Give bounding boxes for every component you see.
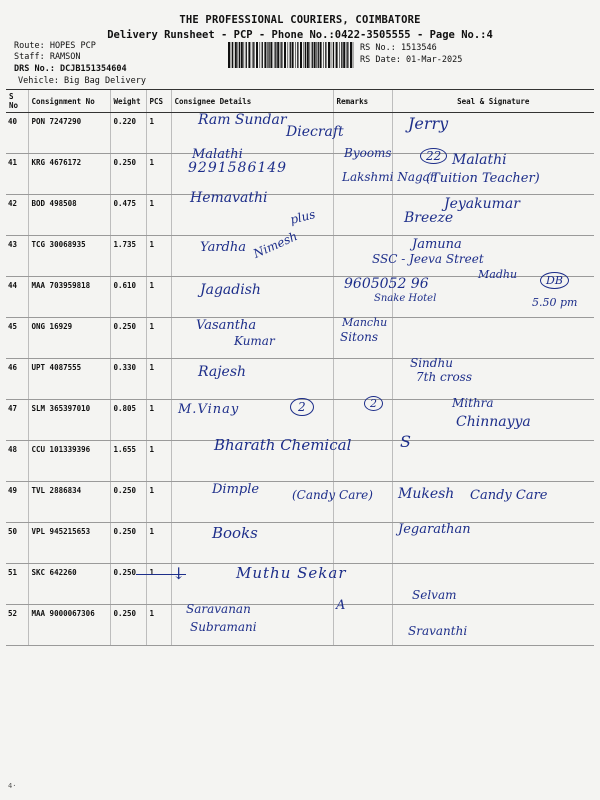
hw-r43-name: Yardha — [200, 240, 246, 255]
cell-sno: 48 — [6, 441, 28, 482]
hw-r44-extra: Snake Hotel — [374, 293, 437, 304]
barcode-bar — [280, 42, 281, 68]
barcode-bar — [231, 42, 232, 68]
barcode-bar — [232, 42, 233, 68]
hw-r51-arrow: ↓ — [172, 564, 186, 583]
cell-weight: 1.735 — [110, 236, 146, 277]
barcode-bar — [277, 42, 279, 68]
table-row — [6, 605, 594, 646]
hw-r44-name: Jagadish — [200, 282, 261, 298]
hw-r43-extra2: plus — [288, 207, 317, 227]
barcode-bar — [235, 42, 237, 68]
cell-sno: 41 — [6, 154, 28, 195]
cell-weight: 0.250 — [110, 154, 146, 195]
cell-weight: 0.250 — [110, 523, 146, 564]
cell-consignment: PON 7247290 — [28, 113, 110, 154]
cell-pcs: 1 — [146, 441, 171, 482]
barcode-bar — [325, 42, 326, 68]
barcode-bar — [290, 42, 291, 68]
cell-sno: 42 — [6, 195, 28, 236]
col-header-pcs: PCS — [146, 90, 171, 113]
hw-r48-name: Bharath Chemical — [214, 436, 352, 454]
cell-consignment: VPL 945215653 — [28, 523, 110, 564]
barcode-bar — [318, 42, 319, 68]
hw-r45-name: Vasantha — [196, 318, 257, 333]
barcode-bar — [292, 42, 294, 68]
cell-consignment: MAA 703959818 — [28, 277, 110, 318]
cell-consignment: KRG 4676172 — [28, 154, 110, 195]
col-header-weight: Weight — [110, 90, 146, 113]
hw-r45-remark: Manchu — [342, 316, 388, 329]
barcode-bar — [347, 42, 348, 68]
barcode-bar — [270, 42, 272, 68]
barcode-bar — [238, 42, 239, 68]
cell-pcs: 1 — [146, 523, 171, 564]
barcode-bar — [264, 42, 266, 68]
cell-consignment: TVL 2886834 — [28, 482, 110, 523]
cell-weight: 0.250 — [110, 605, 146, 646]
hw-r41-remark: Byooms — [344, 146, 392, 160]
cell-sno: 46 — [6, 359, 28, 400]
cell-remarks — [333, 195, 392, 236]
barcode-bar — [284, 42, 286, 68]
barcode-bar — [310, 42, 311, 68]
barcode-bar — [288, 42, 289, 68]
cell-weight: 0.805 — [110, 400, 146, 441]
vehicle-label: Vehicle: Big Bag Delivery — [18, 76, 146, 86]
cell-consignment: ONG 16929 — [28, 318, 110, 359]
document-subtitle: Delivery Runsheet - PCP - Phone No.:0422-3505555 - Page No.:4 — [107, 29, 493, 41]
hw-r52-extra: A — [336, 598, 346, 613]
cell-sno: 51 — [6, 564, 28, 605]
hw-r52-name: Saravanan — [186, 602, 251, 616]
hw-r44-phone: 9605052 96 — [344, 276, 429, 292]
barcode-bar — [295, 42, 296, 68]
barcode-bar — [260, 42, 261, 68]
barcode-bar — [262, 42, 263, 68]
hw-r47-circle: 2 — [290, 398, 314, 416]
barcode-bar — [228, 42, 230, 68]
hw-r45-remark2: Sitons — [340, 330, 378, 344]
cell-seal — [392, 441, 594, 482]
cell-weight: 0.475 — [110, 195, 146, 236]
hw-r44-time: 5.50 pm — [532, 296, 578, 309]
cell-weight: 0.610 — [110, 277, 146, 318]
hw-r51-name: Muthu Sekar — [236, 564, 347, 582]
cell-sno: 44 — [6, 277, 28, 318]
cell-pcs: 1 — [146, 195, 171, 236]
cell-pcs: 1 — [146, 400, 171, 441]
hw-r46-name: Rajesh — [198, 364, 247, 380]
barcode-bar — [305, 42, 306, 68]
table-row — [6, 359, 594, 400]
cell-pcs: 1 — [146, 113, 171, 154]
cell-pcs: 1 — [146, 236, 171, 277]
barcode-bar — [350, 42, 352, 68]
barcode-bar — [253, 42, 254, 68]
col-header-sno: S No — [6, 90, 28, 113]
barcode-bar — [307, 42, 309, 68]
hw-r45-name2: Kumar — [234, 334, 275, 348]
cell-sno: 50 — [6, 523, 28, 564]
barcode-bar — [268, 42, 269, 68]
drs-number: DRS No.: DCJB151354604 — [14, 64, 127, 74]
hw-r49-name: Dimple — [212, 482, 260, 497]
hw-r47-sign: Mithra — [452, 396, 494, 410]
cell-sno: 43 — [6, 236, 28, 277]
cell-consignment: CCU 101339396 — [28, 441, 110, 482]
cell-sno: 45 — [6, 318, 28, 359]
cell-consignment: MAA 9000067306 — [28, 605, 110, 646]
cell-consignment: TCG 30068935 — [28, 236, 110, 277]
hw-r43-sign2: SSC - Jeeva Street — [372, 252, 484, 266]
cell-remarks — [333, 400, 392, 441]
cell-weight: 0.250 — [110, 318, 146, 359]
cell-pcs: 1 — [146, 318, 171, 359]
table-row — [6, 523, 594, 564]
barcode-bar — [341, 42, 342, 68]
hw-r52-sign2: Sravanthi — [408, 624, 468, 638]
barcode-bar — [314, 42, 316, 68]
hw-r52-name2: Subramani — [190, 620, 257, 634]
barcode-bar — [267, 42, 268, 68]
barcode — [228, 42, 354, 68]
rs-date: RS Date: 01-Mar-2025 — [360, 55, 463, 65]
barcode-bar — [312, 42, 313, 68]
hw-r40-name: Ram Sundar — [198, 112, 287, 128]
cell-sno: 47 — [6, 400, 28, 441]
barcode-bar — [248, 42, 250, 68]
col-header-seal: Seal & Signature — [392, 90, 594, 113]
barcode-bar — [241, 42, 243, 68]
barcode-bar — [346, 42, 347, 68]
hw-r42-sign: Jeyakumar — [444, 196, 520, 212]
col-header-remarks: Remarks — [333, 90, 392, 113]
document-title: THE PROFESSIONAL COURIERS, COIMBATORE — [179, 14, 421, 26]
cell-seal — [392, 318, 594, 359]
cell-consignment: UPT 4087555 — [28, 359, 110, 400]
cell-weight: 1.655 — [110, 441, 146, 482]
barcode-bar — [323, 42, 324, 68]
cell-pcs: 1 — [146, 277, 171, 318]
hw-r41-remark2: Lakshmi Nagar — [342, 170, 436, 184]
cell-weight: 0.330 — [110, 359, 146, 400]
barcode-bar — [300, 42, 302, 68]
table-row — [6, 318, 594, 359]
cell-pcs: 1 — [146, 359, 171, 400]
rs-number: RS No.: 1513546 — [360, 43, 437, 53]
barcode-bar — [256, 42, 258, 68]
cell-pcs: 1 — [146, 154, 171, 195]
hw-r47-name: M.Vinay — [178, 402, 240, 417]
cell-consignment: SKC 642260 — [28, 564, 110, 605]
cell-consignee — [171, 236, 333, 277]
cell-remarks — [333, 523, 392, 564]
hw-r47-sign2: Chinnayya — [456, 414, 531, 430]
hw-r44-circle: DB — [540, 272, 569, 289]
barcode-bar — [339, 42, 340, 68]
table-header-row — [6, 90, 594, 113]
cell-sno: 52 — [6, 605, 28, 646]
hw-r40-sign: Jerry — [408, 114, 449, 133]
cell-consignment: BOD 498508 — [28, 195, 110, 236]
hw-r40-extra: Diecraft — [286, 124, 344, 140]
barcode-bar — [297, 42, 298, 68]
hw-r49-extra: (Candy Care) — [292, 488, 373, 502]
barcode-bar — [316, 42, 317, 68]
hw-r46-sign2: 7th cross — [416, 370, 472, 384]
hw-r41-phone: 9291586149 — [188, 160, 288, 176]
cell-sno: 40 — [6, 113, 28, 154]
staff-label: Staff: RAMSON — [14, 52, 81, 62]
hw-r41-sign: Malathi — [452, 152, 507, 168]
barcode-bar — [336, 42, 338, 68]
hw-r49-sign2: Candy Care — [470, 488, 548, 503]
cell-pcs: 1 — [146, 482, 171, 523]
hw-r41-circle: 22 — [420, 148, 447, 164]
hw-r50-name: Books — [212, 524, 258, 542]
hw-r41-sign2: (Tuition Teacher) — [426, 171, 540, 186]
cell-consignee — [171, 359, 333, 400]
hw-r43-sign: Jamuna — [412, 237, 462, 252]
hw-r44-sign: Madhu — [478, 268, 518, 281]
page-corner-mark: 4· — [8, 782, 17, 790]
barcode-bar — [331, 42, 332, 68]
hw-r42-name: Hemavathi — [190, 190, 268, 206]
barcode-bar — [281, 42, 282, 68]
col-header-consignment: Consignment No — [28, 90, 110, 113]
cell-pcs: 1 — [146, 605, 171, 646]
hw-r50-sign: Jegarathan — [398, 522, 471, 537]
hw-r48-mark: S — [400, 432, 411, 451]
barcode-bar — [333, 42, 334, 68]
barcode-bar — [343, 42, 345, 68]
barcode-bar — [320, 42, 322, 68]
cell-consignment: SLM 365397010 — [28, 400, 110, 441]
hw-r43-extra: Nimesh — [251, 229, 300, 261]
barcode-bar — [353, 42, 354, 68]
hw-r47-remark-circle: 2 — [364, 396, 383, 411]
barcode-bar — [304, 42, 305, 68]
hw-r46-sign: Sindhu — [410, 356, 453, 370]
col-header-consignee: Consignee Details — [171, 90, 333, 113]
hw-r49-sign: Mukesh — [398, 486, 455, 502]
barcode-bar — [239, 42, 240, 68]
cell-weight: 0.220 — [110, 113, 146, 154]
barcode-bar — [275, 42, 276, 68]
hw-r41-name: Malathi — [192, 147, 243, 162]
barcode-bar — [252, 42, 253, 68]
barcode-bar — [328, 42, 330, 68]
cell-pcs: 1 — [146, 564, 171, 605]
barcode-bar — [244, 42, 245, 68]
hw-r52-sign: Selvam — [412, 588, 457, 602]
barcode-bar — [246, 42, 247, 68]
route-label: Route: HOPES PCP — [14, 41, 96, 51]
cell-remarks — [333, 359, 392, 400]
table-row — [6, 277, 594, 318]
barcode-bar — [274, 42, 275, 68]
cell-weight: 0.250 — [110, 482, 146, 523]
hw-r42-sign2: Breeze — [404, 210, 454, 226]
cell-weight: 0.250 — [110, 564, 146, 605]
cell-sno: 49 — [6, 482, 28, 523]
